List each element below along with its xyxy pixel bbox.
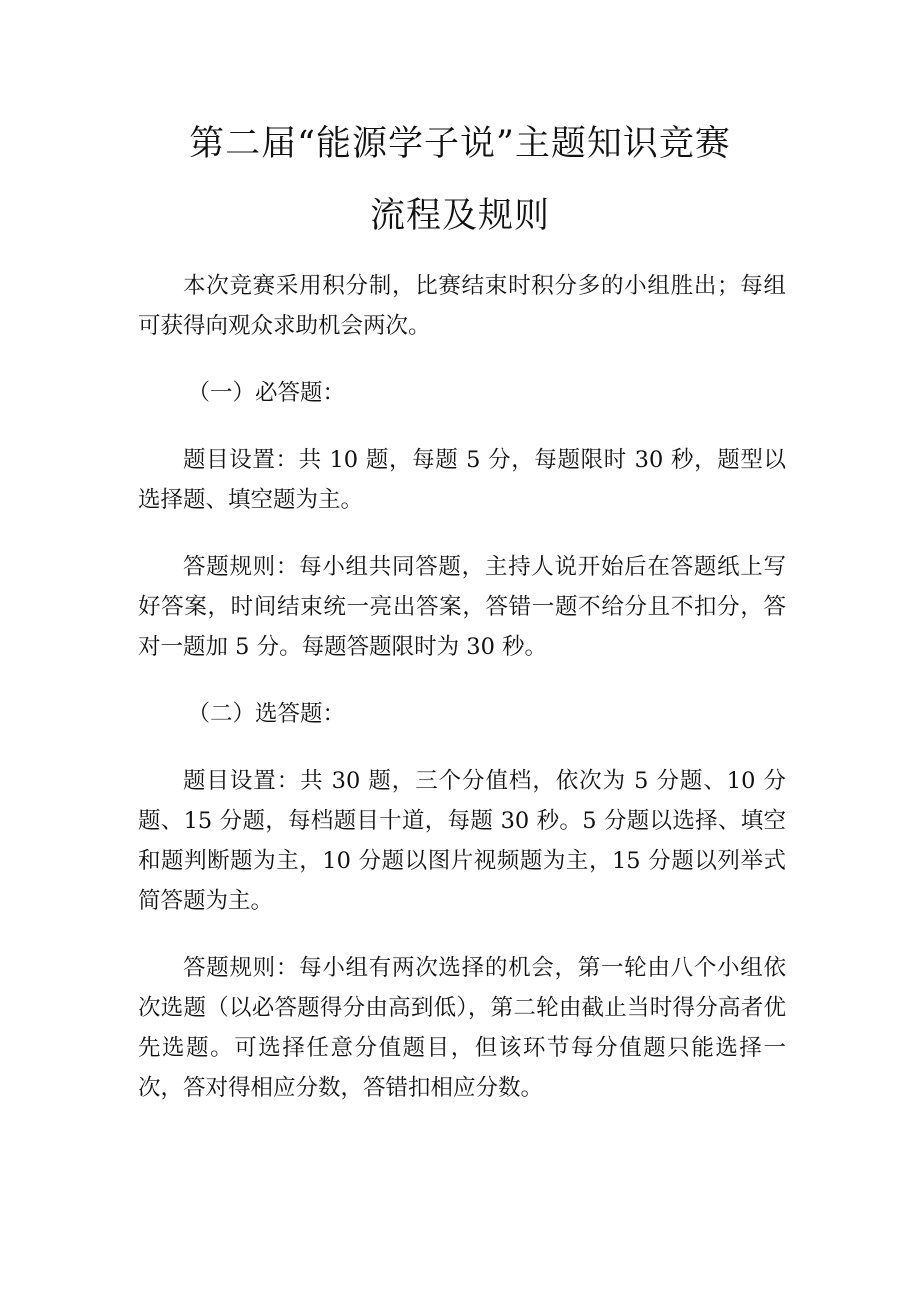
optional-answer-rules: 答题规则：每小组有两次选择的机会，第一轮由八个小组依次选题（以必答题得分由高到低），第二轮由截止当时得分高者优先选题。可选择任意分值题目，但该环节每分值题只能选择一次，答对得相应分数，答错扣相应分数。 [138, 955, 786, 1101]
intro-paragraph: 本次竞赛采用积分制，比赛结束时积分多的小组胜出；每组可获得向观众求助机会两次。 [138, 273, 786, 339]
section-heading-required: （一）必答题： [187, 380, 346, 406]
document-subtitle: 流程及规则 [369, 196, 550, 236]
section-heading-optional: （二）选答题： [187, 701, 346, 727]
required-question-setup: 题目设置：共 10 题，每题 5 分，每题限时 30 秒，题型以选择题、填空题为主。 [138, 447, 786, 513]
document-title: 第二届“能源学子说”主题知识竞赛 [189, 124, 731, 164]
required-answer-rules: 答题规则：每小组共同答题，主持人说开始后在答题纸上写好答案，时间结束统一亮出答案，答错一题不给分且不扣分，答对一题加 5 分。每题答题限时为 30 秒。 [138, 554, 786, 660]
optional-question-setup: 题目设置：共 30 题，三个分值档，依次为 5 分题、10 分题、15 分题，每档题目十道，每题 30 秒。5 分题以选择、填空和题判断题为主，10 分题以图片视频题为主，15 分题以列举式简答题为主。 [138, 768, 786, 914]
document-body [138, 266, 786, 1135]
